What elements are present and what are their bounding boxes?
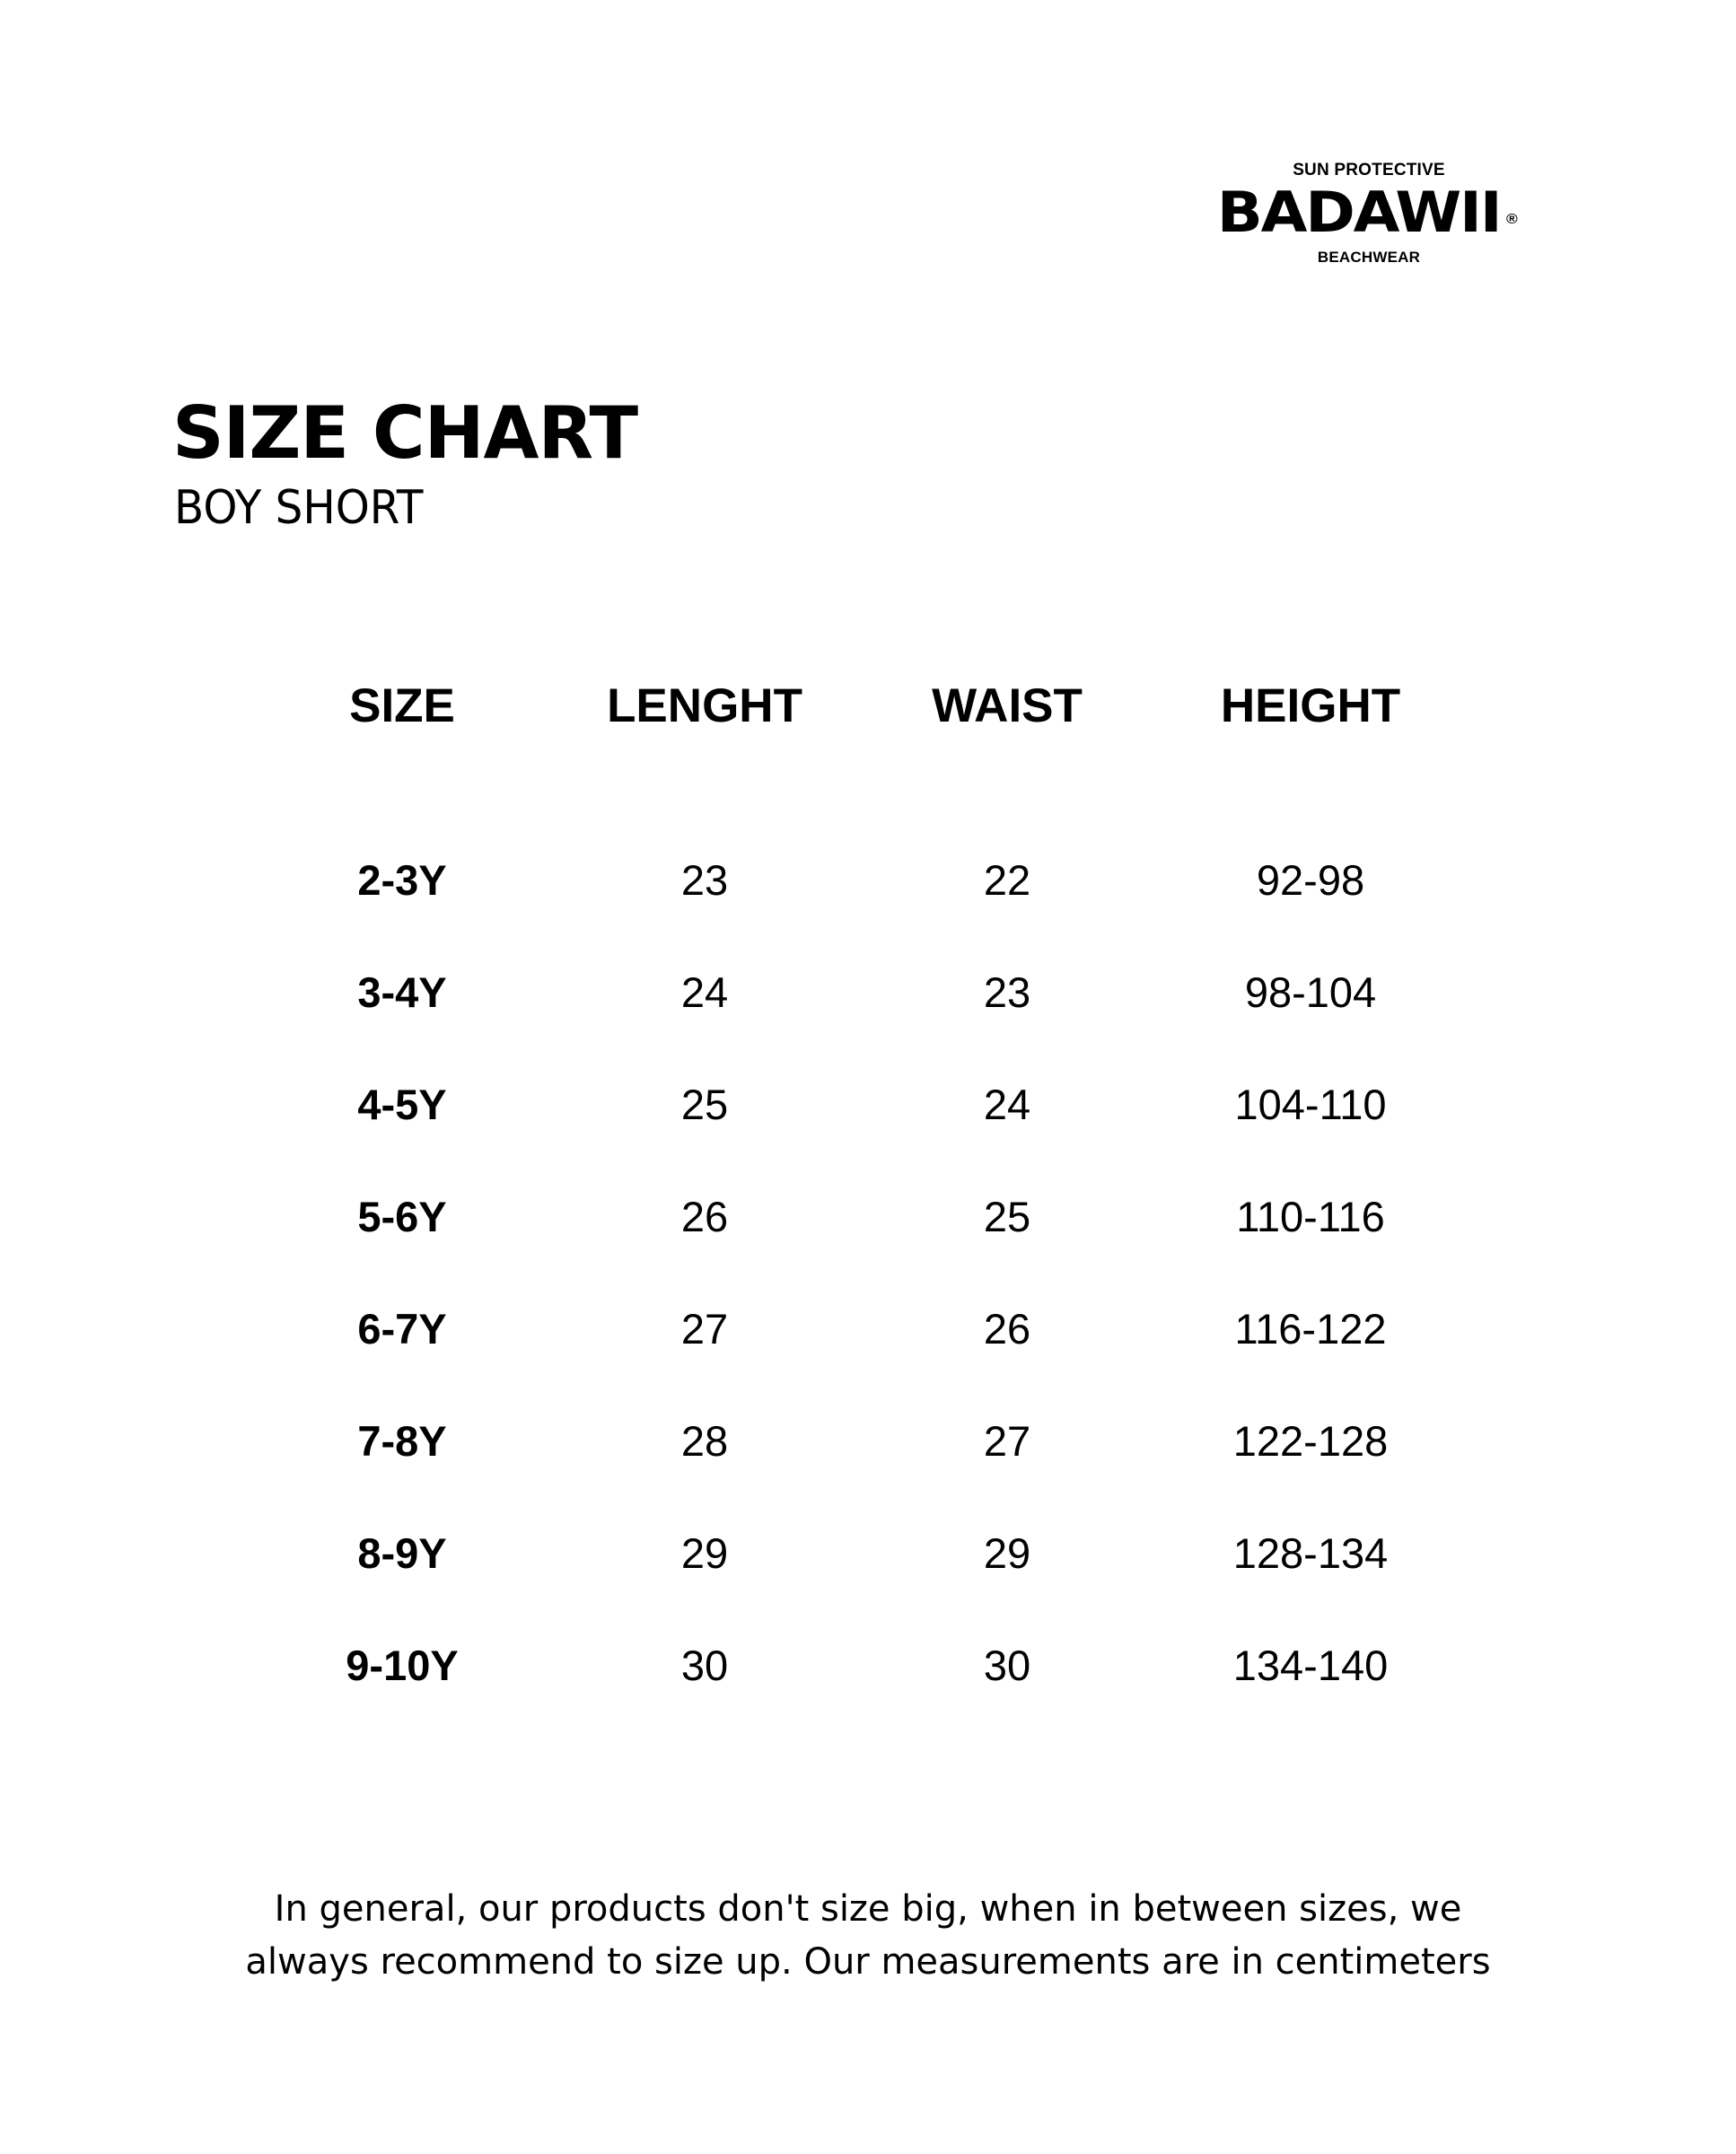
table-cell-waist: 24 [983, 1081, 1031, 1128]
table-cell-size: 7-8Y [357, 1417, 447, 1465]
column-header-length: LENGHT [607, 679, 802, 732]
sizing-note [117, 1883, 1619, 1989]
page-title: SIZE CHART [172, 391, 638, 475]
table-cell-size: 6-7Y [357, 1305, 447, 1353]
table-cell-size: 8-9Y [357, 1529, 447, 1577]
logo-brand-name: BADAWII [1216, 180, 1501, 245]
table-cell-length: 27 [680, 1305, 729, 1353]
table-cell-length: 29 [680, 1529, 729, 1577]
column-header-waist: WAIST [932, 679, 1083, 732]
table-cell-length: 24 [680, 968, 729, 1016]
table-cell-height: 98-104 [1244, 968, 1377, 1016]
sizing-note-line-1: In general, our products don't size big, when in between sizes, we [274, 1888, 1462, 1930]
table-cell-height: 128-134 [1232, 1529, 1389, 1577]
table-cell-waist: 29 [983, 1529, 1031, 1577]
table-cell-height: 104-110 [1234, 1081, 1387, 1128]
table-cell-height: 110-116 [1236, 1193, 1385, 1240]
table-cell-waist: 30 [983, 1642, 1031, 1689]
table-cell-waist: 23 [983, 968, 1031, 1016]
table-cell-size: 4-5Y [357, 1081, 447, 1128]
table-cell-size: 9-10Y [346, 1642, 459, 1689]
logo-wordmark [1161, 180, 1568, 245]
table-cell-waist: 22 [983, 856, 1031, 904]
table-cell-waist: 27 [983, 1417, 1031, 1465]
table-cell-height: 92-98 [1256, 856, 1365, 904]
logo-tagline-bottom: BEACHWEAR [1317, 249, 1421, 266]
table-cell-length: 26 [680, 1193, 729, 1240]
table-cell-height: 122-128 [1232, 1417, 1389, 1465]
table-cell-length: 23 [680, 856, 729, 904]
table-cell-length: 28 [680, 1417, 729, 1465]
sizing-note-line-2: always recommend to size up. Our measurements are in centimeters [245, 1941, 1491, 1983]
registered-mark: ® [1506, 212, 1518, 227]
table-cell-size: 3-4Y [357, 968, 447, 1016]
table-cell-size: 2-3Y [357, 856, 447, 904]
table-cell-waist: 25 [983, 1193, 1031, 1240]
column-header-size: SIZE [349, 679, 455, 732]
table-cell-height: 134-140 [1232, 1642, 1389, 1689]
page-subtitle: BOY SHORT [174, 481, 424, 535]
brand-logo [1212, 160, 1553, 267]
table-cell-size: 5-6Y [357, 1193, 447, 1240]
column-header-height: HEIGHT [1220, 679, 1401, 732]
logo-tagline-top: SUN PROTECTIVE [1293, 161, 1445, 180]
table-cell-height: 116-122 [1234, 1305, 1387, 1353]
table-cell-length: 25 [680, 1081, 729, 1128]
table-cell-length: 30 [680, 1642, 729, 1689]
table-cell-waist: 26 [983, 1305, 1031, 1353]
